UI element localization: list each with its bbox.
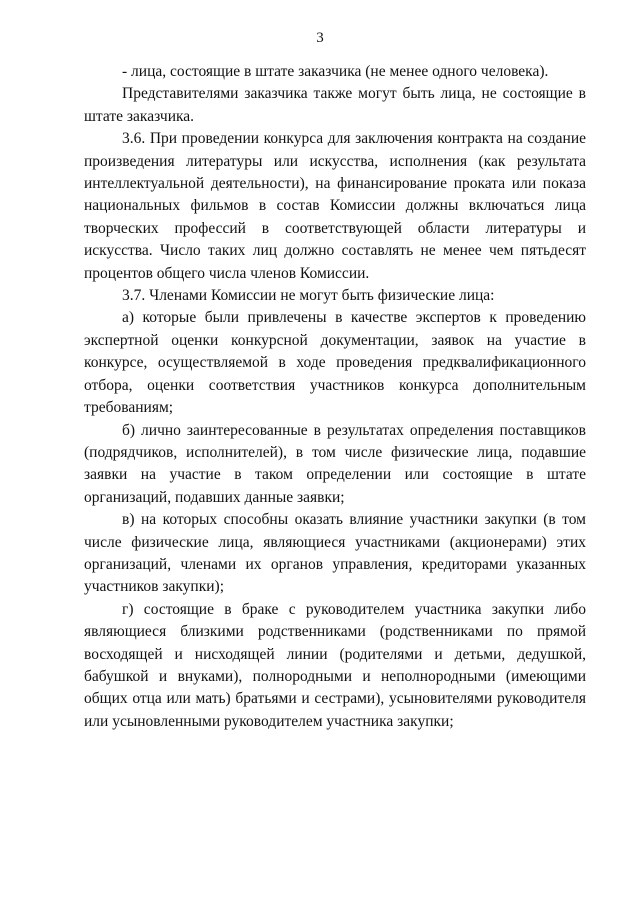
document-body xyxy=(84,61,586,733)
paragraph-3-6: 3.6. При проведении конкурса для заключения контракта на создание произведения литературы или искусства, исполнения (как результата интеллектуальной деятельности), на финансирование проката или показа национальных фильмов в состав Комиссии должны включаться лица творческих профессий в соответствующей области литературы и искусства. Число таких лиц должно составлять не менее чем пятьдесят процентов общего числа членов Комиссии. xyxy=(84,130,586,282)
page-number: 3 xyxy=(316,30,324,46)
paragraph-item-b: б) лично заинтересованные в результатах определения поставщиков (подрядчиков, исполнителей), в том числе физические лица, подавшие заявки на участие в таком определении или состоящие в штате организаций, подавших данные заявки; xyxy=(84,421,586,506)
paragraph-3-7: 3.7. Членами Комиссии не могут быть физические лица: xyxy=(122,287,495,305)
paragraph-staff-members: - лица, состоящие в штате заказчика (не менее одного человека). xyxy=(122,63,549,80)
paragraph-item-v: в) на которых способны оказать влияние участники закупки (в том числе физические лица, являющиеся участниками (акционерами) этих организаций, членами их органов управления, кредиторами указанных участников закупки); xyxy=(84,511,586,596)
paragraph-item-a: а) которые были привлечены в качестве экспертов к проведению экспертной оценки конкурсной документации, заявок на участие в конкурсе, осуществляемой в ходе проведения предквалификационного отбора, оценки соответствия участников конкурса дополнительным требованиям; xyxy=(84,309,586,417)
paragraph-item-g: г) состоящие в браке с руководителем участника закупки либо являющиеся близкими родственниками (родственниками по прямой восходящей и нисходящей линии (родителями и детьми, дедушкой, бабушкой и внуками), полнородными и неполнородными (имеющими общих отца или мать) братьями и сестрами), усыновителями руководителя или усыновленными руководителем участника закупки; xyxy=(84,600,586,730)
paragraph-customer-representatives: Представителями заказчика также могут быть лица, не состоящие в штате заказчика. xyxy=(84,85,586,125)
